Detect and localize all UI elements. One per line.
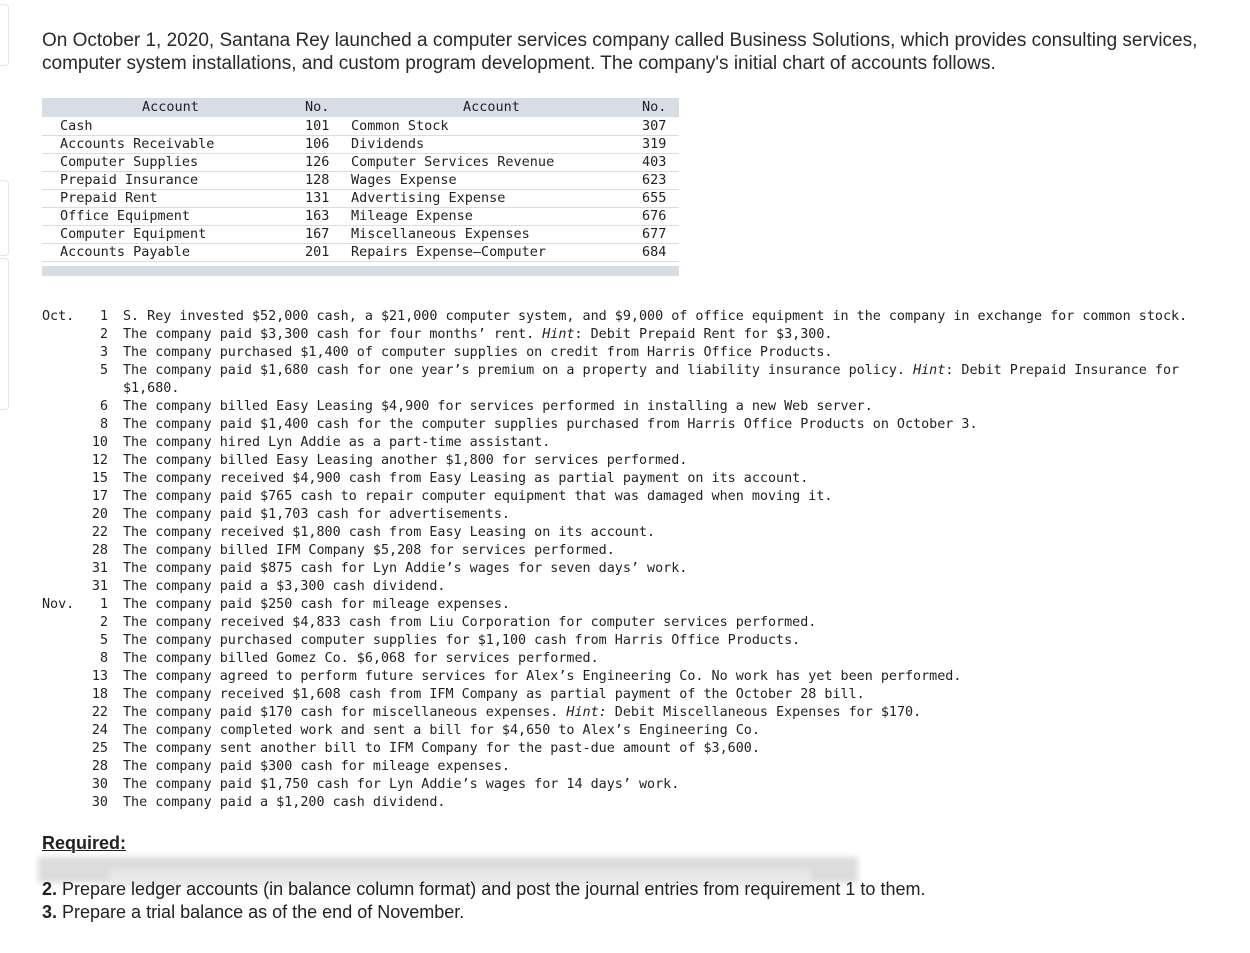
account-number-cell: 167 [305, 226, 330, 242]
transaction-description [123, 740, 760, 758]
transaction-day: 5 [99, 363, 108, 378]
transaction-day: 3 [99, 345, 108, 360]
transaction-description [123, 380, 179, 398]
transaction-day: 8 [99, 651, 108, 666]
transaction-description [123, 452, 687, 470]
transaction-month: Oct. [42, 309, 75, 324]
transaction-day: 15 [91, 471, 108, 486]
left-edge-tab [0, 258, 9, 410]
table-footer-bar [42, 266, 679, 276]
required-heading: Required: [42, 833, 127, 853]
account-number-cell: 677 [642, 226, 667, 242]
transaction-text: The company paid $250 cash for mileage expenses. [123, 597, 510, 612]
header-account: Account [463, 99, 520, 115]
transaction-list [42, 308, 1202, 812]
header-number: No. [642, 99, 667, 115]
transaction-line [42, 578, 1202, 596]
transaction-description [123, 542, 615, 560]
transaction-description [123, 506, 510, 524]
transaction-line [42, 398, 1202, 416]
transaction-day: 22 [91, 705, 108, 720]
transaction-text: The company billed Gomez Co. $6,068 for services performed. [123, 651, 599, 666]
transaction-description [123, 632, 800, 650]
transaction-description [123, 560, 687, 578]
transaction-day: 30 [91, 795, 108, 810]
account-number-cell: 655 [642, 190, 667, 206]
transaction-description [123, 524, 655, 542]
hint-text: : Debit Prepaid Rent for $3,300. [574, 327, 833, 342]
transaction-line [42, 560, 1202, 578]
transaction-description [123, 650, 599, 668]
transaction-line [42, 614, 1202, 632]
transaction-month: Nov. [42, 597, 75, 612]
transaction-line [42, 380, 1202, 398]
transaction-text: The company completed work and sent a bill for $4,650 to Alex’s Engineering Co. [123, 723, 760, 738]
transaction-line [42, 596, 1202, 614]
account-number-cell: 163 [305, 208, 330, 224]
transaction-line [42, 704, 1202, 722]
account-number-cell: 106 [305, 136, 330, 152]
transaction-text: The company paid a $1,200 cash dividend. [123, 795, 446, 810]
transaction-day: 28 [91, 543, 108, 558]
transaction-day: 18 [91, 687, 108, 702]
transaction-text: The company received $1,800 cash from Easy Leasing on its account. [123, 525, 656, 540]
transaction-text: The company paid $875 cash for Lyn Addie’s wages for seven days’ work. [123, 561, 688, 576]
transaction-text: The company paid $3,300 cash for four months’ rent. [123, 327, 543, 342]
transaction-text: The company paid $1,703 cash for advertisements. [123, 507, 510, 522]
transaction-line [42, 740, 1202, 758]
account-name-cell: Advertising Expense [351, 190, 506, 206]
table-row [42, 135, 679, 154]
transaction-day: 8 [99, 417, 108, 432]
transaction-description [123, 686, 865, 704]
transaction-day: 17 [91, 489, 108, 504]
transaction-text: The company paid a $3,300 cash dividend. [123, 579, 446, 594]
hint-label: Hint [542, 327, 575, 342]
hint-text: : Debit Prepaid Insurance for [945, 363, 1180, 378]
account-number-cell: 623 [642, 172, 667, 188]
account-name-cell: Computer Services Revenue [351, 154, 555, 170]
table-header [42, 98, 679, 117]
account-name-cell: Computer Equipment [60, 226, 207, 242]
account-number-cell: 403 [642, 154, 667, 170]
transaction-day: 24 [91, 723, 108, 738]
transaction-day: 30 [91, 777, 108, 792]
transaction-day: 1 [99, 309, 108, 324]
transaction-text: The company hired Lyn Addie as a part-time assistant. [123, 435, 551, 450]
transaction-day: 31 [91, 579, 108, 594]
requirement-text: Prepare a trial balance as of the end of November. [57, 902, 465, 922]
account-number-cell: 307 [642, 118, 667, 134]
transaction-line [42, 776, 1202, 794]
intro-paragraph: On October 1, 2020, Santana Rey launched a computer services company called Business Solutions, which provides consulting services, computer system installations, and custom program development. The company's initial chart of accounts follows. [42, 30, 1198, 74]
transaction-line [42, 344, 1202, 362]
transaction-description [123, 326, 832, 344]
header-account: Account [142, 99, 199, 115]
account-name-cell: Computer Supplies [60, 154, 199, 170]
transaction-line [42, 488, 1202, 506]
table-row [42, 189, 679, 208]
account-number-cell: 676 [642, 208, 667, 224]
transaction-day: 20 [91, 507, 108, 522]
account-name-cell: Repairs Expense—Computer [351, 244, 547, 260]
account-name-cell: Accounts Payable [60, 244, 191, 260]
account-name-cell: Prepaid Insurance [60, 172, 199, 188]
left-edge-tab [0, 180, 9, 256]
transaction-text: The company paid $1,400 cash for the computer supplies purchased from Harris Office Products on October 3. [123, 417, 978, 432]
transaction-line [42, 362, 1202, 380]
table-row [42, 243, 679, 262]
transaction-line [42, 632, 1202, 650]
transaction-text: The company billed Easy Leasing $4,900 for services performed in installing a new Web server. [123, 399, 873, 414]
transaction-day: 12 [91, 453, 108, 468]
chart-of-accounts-table [42, 98, 679, 276]
transaction-text: S. Rey invested $52,000 cash, a $21,000 computer system, and $9,000 of office equipment in the company in exchange for common stock. [123, 309, 1188, 324]
table-row [42, 225, 679, 244]
transaction-line [42, 542, 1202, 560]
header-number: No. [305, 99, 330, 115]
transaction-day: 28 [91, 759, 108, 774]
transaction-text: The company received $4,833 cash from Liu Corporation for computer services performed. [123, 615, 817, 630]
hint-label: Hint: [566, 705, 607, 720]
transaction-text: The company purchased computer supplies for $1,100 cash from Harris Office Products. [123, 633, 801, 648]
transaction-text: The company paid $170 cash for miscellaneous expenses. [123, 705, 567, 720]
transaction-day: 22 [91, 525, 108, 540]
transaction-line [42, 758, 1202, 776]
transaction-line [42, 506, 1202, 524]
account-name-cell: Common Stock [351, 118, 449, 134]
transaction-day: 2 [99, 615, 108, 630]
transaction-description [123, 722, 760, 740]
transaction-text: The company sent another bill to IFM Company for the past-due amount of $3,600. [123, 741, 760, 756]
transaction-line [42, 686, 1202, 704]
transaction-day: 1 [99, 597, 108, 612]
transaction-text: The company purchased $1,400 of computer supplies on credit from Harris Office Products. [123, 345, 833, 360]
table-row [42, 153, 679, 172]
account-name-cell: Dividends [351, 136, 425, 152]
transaction-day: 5 [99, 633, 108, 648]
hint-label: Hint [913, 363, 946, 378]
transaction-text: The company paid $300 cash for mileage expenses. [123, 759, 510, 774]
transaction-description [123, 470, 808, 488]
transaction-day: 2 [99, 327, 108, 342]
transaction-day: 31 [91, 561, 108, 576]
transaction-line [42, 668, 1202, 686]
transaction-text: The company billed Easy Leasing another $1,800 for services performed. [123, 453, 688, 468]
transaction-text: The company paid $1,750 cash for Lyn Addie’s wages for 14 days’ work. [123, 777, 680, 792]
transaction-text: The company paid $765 cash to repair computer equipment that was damaged when moving it. [123, 489, 833, 504]
table-row [42, 117, 679, 136]
transaction-line [42, 452, 1202, 470]
transaction-description [123, 794, 445, 812]
transaction-text: The company received $4,900 cash from Easy Leasing as partial payment on its account. [123, 471, 809, 486]
transaction-line [42, 722, 1202, 740]
transaction-day: 10 [91, 435, 108, 450]
requirement-text: Prepare ledger accounts (in balance column format) and post the journal entries from requirement 1 to them. [57, 879, 926, 899]
account-name-cell: Prepaid Rent [60, 190, 158, 206]
transaction-description [123, 308, 1187, 326]
left-edge-tab [0, 4, 9, 66]
account-number-cell: 131 [305, 190, 330, 206]
table-row [42, 171, 679, 190]
transaction-description [123, 668, 961, 686]
transaction-day: 25 [91, 741, 108, 756]
transaction-description [123, 596, 510, 614]
requirement-number: 2. [42, 879, 58, 899]
account-number-cell: 319 [642, 136, 667, 152]
transaction-line [42, 416, 1202, 434]
transaction-description [123, 776, 679, 794]
transaction-line [42, 326, 1202, 344]
transaction-description [123, 704, 921, 722]
transaction-day: 6 [99, 399, 108, 414]
transaction-line [42, 524, 1202, 542]
transaction-text: $1,680. [123, 381, 180, 396]
transaction-line [42, 308, 1202, 326]
account-name-cell: Miscellaneous Expenses [351, 226, 530, 242]
transaction-description [123, 578, 445, 596]
requirement-3 [42, 902, 464, 923]
transaction-text: The company received $1,608 cash from IFM Company as partial payment of the October 28 bill. [123, 687, 865, 702]
requirement-2 [42, 879, 925, 900]
transaction-description [123, 434, 550, 452]
transaction-text: The company agreed to perform future services for Alex’s Engineering Co. No work has yet been performed. [123, 669, 962, 684]
account-number-cell: 101 [305, 118, 330, 134]
transaction-line [42, 470, 1202, 488]
transaction-line [42, 434, 1202, 452]
transaction-description [123, 416, 978, 434]
account-number-cell: 201 [305, 244, 330, 260]
transaction-description [123, 362, 1179, 380]
requirement-number: 3. [42, 902, 58, 922]
transaction-description [123, 344, 832, 362]
transaction-line [42, 650, 1202, 668]
transaction-text: The company billed IFM Company $5,208 for services performed. [123, 543, 615, 558]
transaction-description [123, 614, 816, 632]
account-number-cell: 128 [305, 172, 330, 188]
table-row [42, 207, 679, 226]
transaction-description [123, 758, 510, 776]
transaction-text: The company paid $1,680 cash for one year’s premium on a property and liability insurance policy. [123, 363, 914, 378]
account-name-cell: Accounts Receivable [60, 136, 215, 152]
account-number-cell: 684 [642, 244, 667, 260]
account-number-cell: 126 [305, 154, 330, 170]
account-name-cell: Cash [60, 118, 93, 134]
transaction-line [42, 794, 1202, 812]
transaction-description [123, 398, 873, 416]
hint-text: Debit Miscellaneous Expenses for $170. [606, 705, 922, 720]
transaction-day: 13 [91, 669, 108, 684]
account-name-cell: Mileage Expense [351, 208, 473, 224]
account-name-cell: Wages Expense [351, 172, 457, 188]
transaction-description [123, 488, 832, 506]
account-name-cell: Office Equipment [60, 208, 191, 224]
